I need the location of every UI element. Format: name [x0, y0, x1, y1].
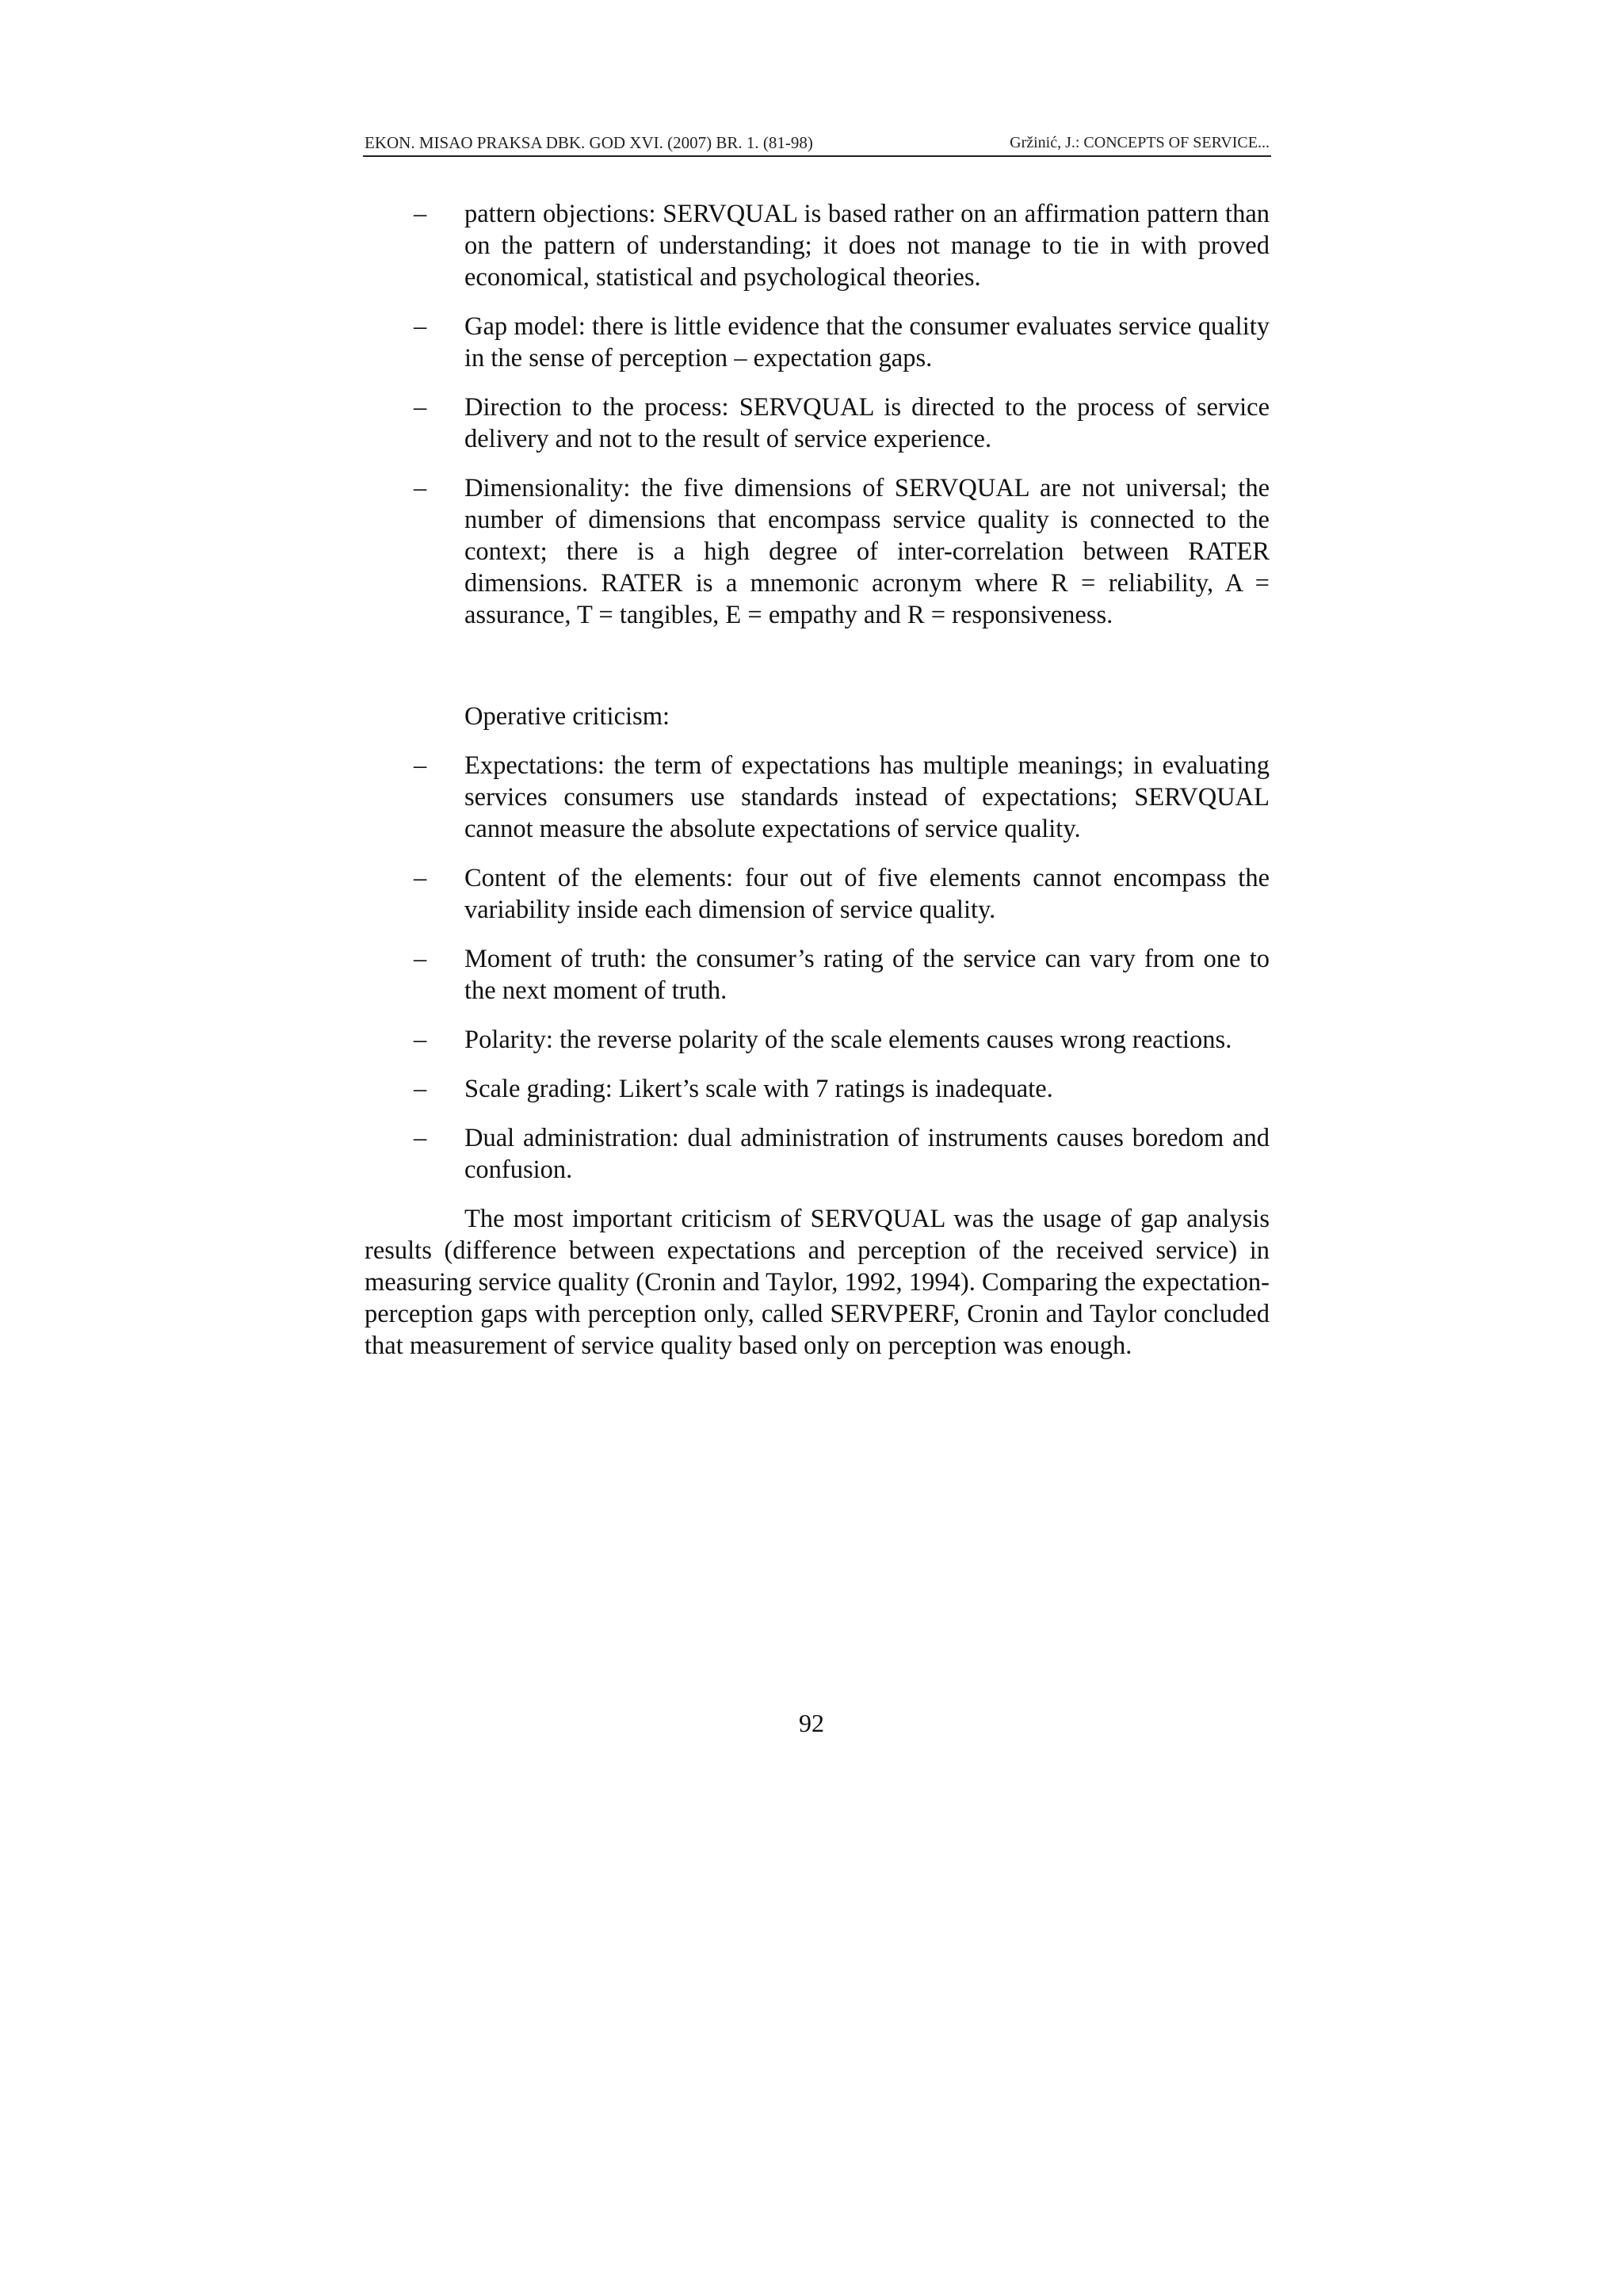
list-dash: – — [414, 312, 427, 341]
list-dash: – — [414, 200, 427, 228]
list-item-text: Moment of truth: the consumer’s rating of the service can vary from one to the next moment of truth. — [464, 945, 1270, 1005]
closing-paragraph: The most important criticism of SERVQUAL was the usage of gap analysis results (difference between expectations and perception of the received service) in measuring service quality (Cronin and Taylor, 1992, 1994). Comparing the expectation-perception gaps with perception only, called SERVPERF, Cronin and Taylor concluded that measurement of service quality based only on perception was enough. — [365, 1205, 1270, 1360]
list-dash: – — [414, 1075, 427, 1103]
list-dash: – — [414, 751, 427, 780]
list-dash: – — [414, 474, 427, 502]
list-item — [365, 750, 1270, 845]
list-item — [365, 1073, 1270, 1105]
journal-citation: EKON. MISAO PRAKSA DBK. GOD XVI. (2007) BR. 1. (81-98) — [365, 133, 813, 152]
list-item — [365, 1122, 1270, 1186]
body-text — [365, 198, 1270, 1388]
list-item — [365, 1024, 1270, 1056]
running-header — [363, 133, 1271, 157]
list-item — [365, 392, 1270, 455]
list-dash: – — [414, 945, 427, 973]
list-item — [365, 311, 1270, 374]
page-number: 92 — [799, 1709, 824, 1737]
list-item — [365, 198, 1270, 293]
list-item-text: Expectations: the term of expectations has multiple meanings; in evaluating services consumers use standards instead of expectations; SERVQUAL cannot measure the absolute expectations of service quality. — [464, 751, 1270, 843]
list-dash: – — [414, 1026, 427, 1054]
list-item-text: Dual administration: dual administration of instruments causes boredom and confusion. — [464, 1124, 1270, 1184]
list-item-text: pattern objections: SERVQUAL is based rather on an affirmation pattern than on the pattern of understanding; it does not manage to tie in with proved economical, statistical and psychological theories. — [464, 200, 1270, 292]
article-title: Gržinić, J.: CONCEPTS OF SERVICE... — [1010, 134, 1270, 151]
section-heading: Operative criticism: — [464, 702, 670, 731]
list-dash: – — [414, 864, 427, 892]
list-item — [365, 472, 1270, 631]
list-item-text: Direction to the process: SERVQUAL is directed to the process of service delivery and not to the result of service experience. — [464, 393, 1270, 453]
list-item-text: Gap model: there is little evidence that the consumer evaluates service quality in the sense of perception – expectation gaps. — [464, 312, 1270, 372]
list-item — [365, 943, 1270, 1007]
list-item-text: Dimensionality: the five dimensions of SERVQUAL are not universal; the number of dimensions that encompass service quality is connected to the context; there is a high degree of inter-correlation between RATER dimensions. RATER is a mnemonic acronym where R = reliability, A = assurance, T = tangibles, E = empathy and R = responsiveness. — [464, 474, 1270, 629]
list-item — [365, 862, 1270, 926]
list-item-text: Scale grading: Likert’s scale with 7 ratings is inadequate. — [464, 1075, 1053, 1103]
list-dash: – — [414, 1124, 427, 1152]
list-dash: – — [414, 393, 427, 422]
list-item-text: Polarity: the reverse polarity of the scale elements causes wrong reactions. — [464, 1026, 1232, 1054]
list-item-text: Content of the elements: four out of five elements cannot encompass the variability inside each dimension of service quality. — [464, 864, 1270, 924]
